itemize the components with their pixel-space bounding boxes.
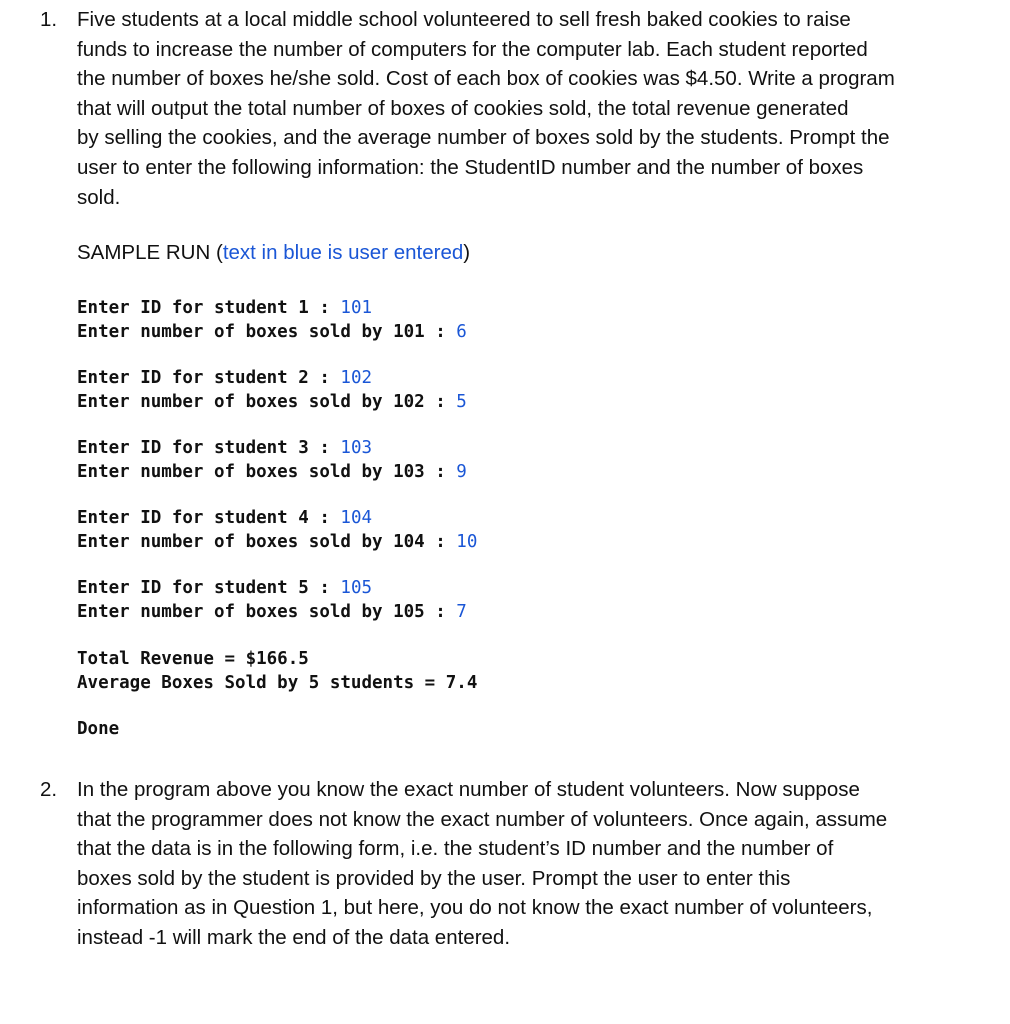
question-1-line: the number of boxes he/she sold. Cost of each box of cookies was $4.50. Write a program xyxy=(77,67,895,91)
id-prompt-line xyxy=(77,437,467,461)
sample-run-close: ) xyxy=(463,241,471,264)
boxes-prompt: Enter number of boxes sold by 101 : xyxy=(77,321,457,342)
question-1-text xyxy=(77,5,950,212)
boxes-input: 7 xyxy=(456,601,467,622)
id-prompt-line xyxy=(77,367,467,391)
results-block xyxy=(77,648,477,695)
total-revenue-line: Total Revenue = $166.5 xyxy=(77,649,309,669)
id-prompt-line xyxy=(77,507,477,531)
id-input: 101 xyxy=(340,298,373,318)
sample-run-note: text in blue is user entered xyxy=(222,241,464,264)
id-input: 104 xyxy=(340,508,373,528)
boxes-prompt: Enter number of boxes sold by 104 : xyxy=(77,531,457,552)
boxes-prompt-line xyxy=(77,601,467,625)
student-2-block xyxy=(77,367,467,414)
boxes-input: 5 xyxy=(456,391,467,412)
boxes-input: 6 xyxy=(456,321,467,342)
question-2-line: that the data is in the following form, i.e. the student’s ID number and the number of xyxy=(77,837,834,861)
id-prompt-line xyxy=(77,577,467,601)
boxes-input: 10 xyxy=(456,531,478,552)
question-1-number: 1. xyxy=(40,8,58,31)
question-2-line: In the program above you know the exact number of student volunteers. Now suppose xyxy=(77,778,860,801)
sample-run-heading xyxy=(77,238,470,268)
id-input: 102 xyxy=(340,368,373,388)
student-4-block xyxy=(77,507,477,554)
id-prompt: Enter ID for student 3 : xyxy=(77,438,341,458)
question-2-line: instead -1 will mark the end of the data entered. xyxy=(77,925,511,949)
student-1-block xyxy=(77,297,467,344)
question-2-text xyxy=(77,775,950,953)
question-2-number: 2. xyxy=(40,778,58,801)
question-1-line: sold. xyxy=(77,185,121,209)
student-5-block xyxy=(77,577,467,624)
question-1-line: user to enter the following information: the StudentID number and the number of boxes xyxy=(77,155,864,179)
boxes-prompt: Enter number of boxes sold by 102 : xyxy=(77,391,457,412)
question-1-line: that will output the total number of boxes of cookies sold, the total revenue generated xyxy=(77,96,849,120)
boxes-prompt-line xyxy=(77,391,467,415)
sample-run-label: SAMPLE RUN ( xyxy=(77,241,223,264)
student-3-block xyxy=(77,437,467,484)
id-input: 105 xyxy=(340,578,373,598)
question-2-line: information as in Question 1, but here, you do not know the exact number of volunteers, xyxy=(77,896,873,920)
id-prompt: Enter ID for student 2 : xyxy=(77,368,341,388)
done-line: Done xyxy=(77,719,120,739)
question-2-line: boxes sold by the student is provided by the user. Prompt the user to enter this xyxy=(77,866,791,890)
question-1-line: Five students at a local middle school volunteered to sell fresh baked cookies to raise xyxy=(77,8,851,31)
question-2-line: that the programmer does not know the exact number of volunteers. Once again, assume xyxy=(77,807,888,831)
boxes-prompt-line xyxy=(77,321,467,345)
id-prompt-line xyxy=(77,297,467,321)
id-prompt: Enter ID for student 4 : xyxy=(77,508,341,528)
id-input: 103 xyxy=(340,438,373,458)
question-1-line: funds to increase the number of computers for the computer lab. Each student reported xyxy=(77,37,868,61)
boxes-prompt-line xyxy=(77,461,467,485)
boxes-input: 9 xyxy=(456,461,467,482)
question-1-line: by selling the cookies, and the average number of boxes sold by the students. Prompt the xyxy=(77,126,890,150)
question-2 xyxy=(40,775,950,953)
boxes-prompt: Enter number of boxes sold by 103 : xyxy=(77,461,457,482)
question-1 xyxy=(40,5,950,212)
id-prompt: Enter ID for student 1 : xyxy=(77,298,341,318)
boxes-prompt: Enter number of boxes sold by 105 : xyxy=(77,601,457,622)
average-line: Average Boxes Sold by 5 students = 7.4 xyxy=(77,672,478,693)
id-prompt: Enter ID for student 5 : xyxy=(77,578,341,598)
boxes-prompt-line xyxy=(77,531,477,555)
done-block xyxy=(77,718,119,742)
